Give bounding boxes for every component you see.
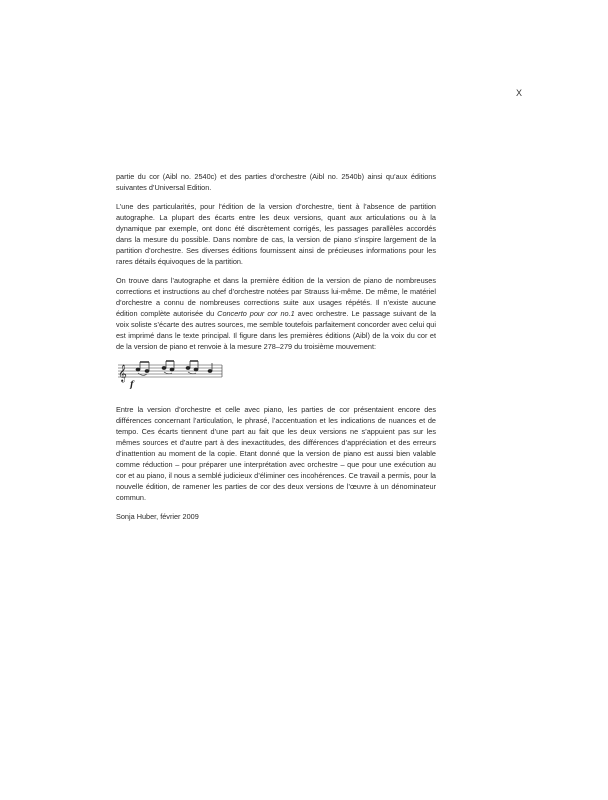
music-example <box>116 360 226 390</box>
paragraph-3-work-title: Concerto pour cor no.1 <box>217 309 295 318</box>
page-number: X <box>515 88 522 98</box>
paragraph-1: partie du cor (Aibl no. 2540c) et des parties d’orchestre (Aibl no. 2540b) ainsi qu’aux éditions suivantes d’Universal Edition. <box>116 172 436 192</box>
treble-clef-icon: 𝄞 <box>118 364 127 382</box>
text-column <box>116 171 436 530</box>
music-notation-image <box>116 360 226 390</box>
signature: Sonja Huber, février 2009 <box>116 512 199 521</box>
paragraph-3 <box>116 275 436 352</box>
paragraph-3-text-before: On trouve dans l’autographe et dans la première édition de la version de piano de nombreuses corrections et instructions au chef d’orchestre notées par Strauss lui-même. De même, le matériel d’orchestre a connu de nombreuses corrections suite aux usages répétés. Il n’existe aucune édition complète autorisée du <box>116 276 436 318</box>
paragraph-4: Entre la version d’orchestre et celle avec piano, les parties de cor présentaient encore des différences concernant l’articulation, le phrasé, l’accentuation et les indications de nuances et de tempo. Ces écarts tiennent d’une part au fait que les deux versions ne s’appuient pas sur les mêmes sources et d’autre part à des inexactitudes, des différences d’appréciation et des erreurs d’inattention au moment de la copie. Etant donné que la version de piano est aussi bien valable comme réduction – pour préparer une interprétation avec orchestre – que pour une exécution au cor et au piano, il nous a semblé judicieux d’éliminer ces incohérences. Ce travail a permis, pour la nouvelle édition, de ramener les parties de cor des deux versions de l’œuvre à un dénominateur commun. <box>116 405 436 502</box>
paragraph-3-text-after: avec orchestre. Le passage suivant de la voix soliste s’écarte des autres sources, me semble toutefois parfaitement concorder avec celui qui est imprimé dans le texte principal. Il figure dans les premières éditions (Aibl) de la voix du cor et de la version de piano et renvoie à la mesure 278–279 du troisième mouvement: <box>116 309 437 351</box>
dynamic-marking: f <box>130 379 134 389</box>
paragraph-2: L’une des particularités, pour l’édition de la version d’orchestre, tient à l’absence de partition autographe. La plupart des écarts entre les deux versions, quant aux articulations ou à la dynamique par exemple, ont donc été discrètement corrigés, les passages parallèles accordés dans la mesure du possible. Dans nombre de cas, la version de piano s’inspire largement de la partition d’orchestre. Ses diverses éditions fournissent ainsi de précieuses informations pour les rares détails équivoques de la partition. <box>116 202 436 266</box>
